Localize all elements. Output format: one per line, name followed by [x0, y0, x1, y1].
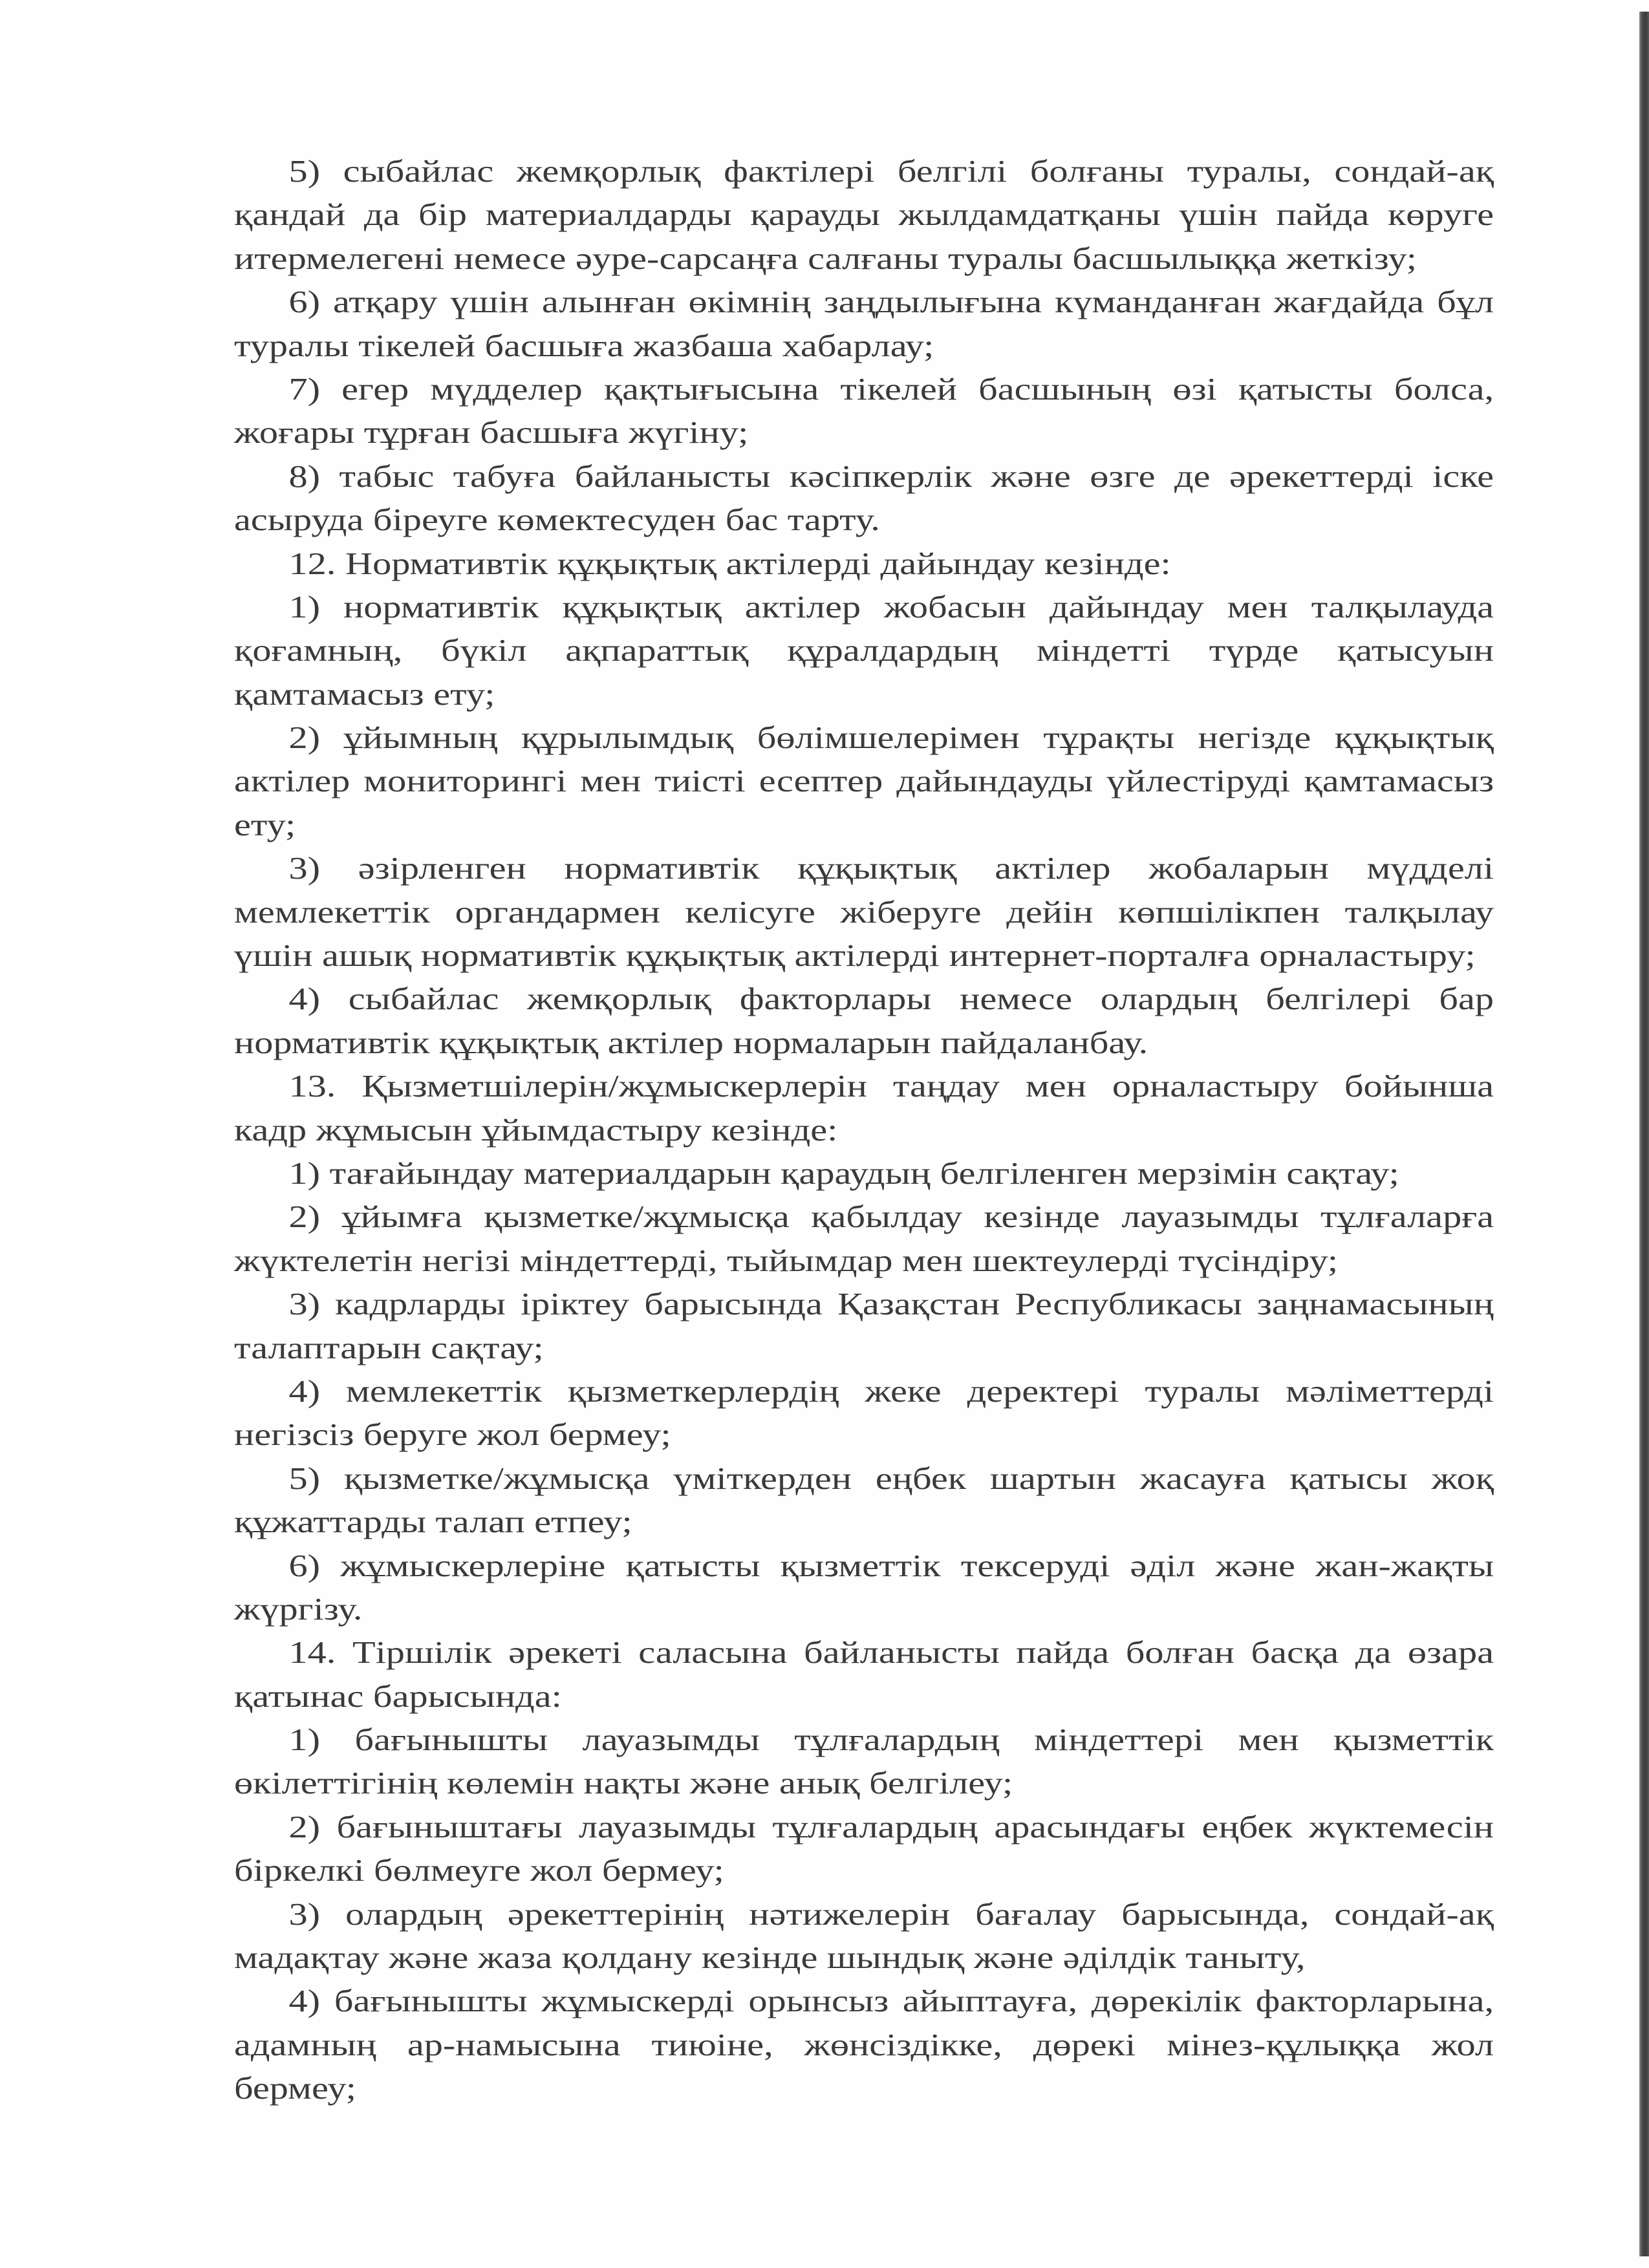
- text-line: 1) тағайындау материалдарын қараудың белгіленген мерзімін сақтау;: [288, 1155, 1399, 1191]
- paragraph: [234, 1369, 1494, 1457]
- text-line: 5) сыбайлас жемқорлық фактілері белгілі болғаны туралы, сондай-ақ: [288, 153, 1494, 189]
- text-line: мемлекеттік органдармен келісуге жіберуге дейін көпшілікпен талқылау: [234, 893, 1494, 930]
- text-line: 2) ұйымға қызметке/жұмысқа қабылдау кезінде лауазымды тұлғаларға: [288, 1199, 1494, 1235]
- paragraph: [234, 280, 1494, 367]
- paragraph: [234, 585, 1494, 716]
- text-line: 5) қызметке/жұмысқа үміткерден еңбек шартын жасауға қатысы жоқ: [288, 1460, 1494, 1496]
- text-line: 4) сыбайлас жемқорлық факторлары немесе олардың белгілері бар: [288, 981, 1494, 1017]
- paragraph: [234, 1282, 1494, 1369]
- text-line: бермеу;: [234, 2070, 356, 2106]
- paragraph: [234, 1631, 1494, 1718]
- text-line: 6) жұмыскерлеріне қатысты қызметтік тексеруді әділ және жан-жақты: [288, 1547, 1494, 1583]
- text-line: 8) табыс табуға байланысты кәсіпкерлік және өзге де әрекеттерді іске: [288, 458, 1494, 494]
- text-line: негізсіз беруге жол бермеу;: [234, 1417, 671, 1453]
- paragraph: [234, 149, 1494, 280]
- paragraph: [234, 542, 1494, 585]
- text-line: итермелегені немесе әуре-сарсаңға салғаны туралы басшылыққа жеткізу;: [234, 240, 1417, 276]
- paragraph: [234, 1151, 1494, 1195]
- text-line: жүргізу.: [234, 1590, 363, 1627]
- paragraph: [234, 1064, 1494, 1151]
- text-line: 12. Нормативтік құқықтық актілерді дайындау кезінде:: [288, 545, 1171, 581]
- paragraph: [234, 977, 1494, 1064]
- text-line: жүктелетін негізі міндеттерді, тыйымдар мен шектеулерді түсіндіру;: [234, 1242, 1339, 1278]
- text-line: 14. Тіршілік әрекеті саласына байланысты пайда болған басқа да өзара: [288, 1634, 1494, 1671]
- text-line: қатынас барысында:: [234, 1678, 562, 1714]
- text-line: 1) бағынышты лауазымды тұлғалардың міндеттері мен қызметтік: [288, 1722, 1494, 1758]
- text-line: 13. Қызметшілерін/жұмыскерлерін таңдау мен орналастыру бойынша: [288, 1068, 1494, 1104]
- paragraph: [234, 1544, 1494, 1631]
- text-line: асыруда біреуге көмектесуден бас тарту.: [234, 502, 880, 538]
- paragraph: [234, 1979, 1494, 2110]
- text-line: 1) нормативтік құқықтық актілер жобасын дайындау мен талқылауда: [288, 588, 1494, 625]
- text-line: қоғамның, бүкіл ақпараттық құралдардың міндетті түрде қатысуын: [234, 632, 1494, 669]
- paragraph: [234, 1195, 1494, 1282]
- text-line: 4) мемлекеттік қызметкерлердің жеке деректері туралы мәліметтерді: [288, 1373, 1494, 1409]
- text-line: 3) олардың әрекеттерінің нәтижелерін бағалау барысында, сондай-ақ: [288, 1896, 1494, 1932]
- text-line: өкілеттігінің көлемін нақты және анық белгілеу;: [234, 1765, 1013, 1801]
- text-line: қандай да бір материалдарды қарауды жылдамдатқаны үшін пайда көруге: [234, 197, 1494, 233]
- text-line: актілер мониторингі мен тиісті есептер дайындауды үйлестіруді қамтамасыз: [234, 763, 1494, 799]
- text-line: мадақтау және жаза қолдану кезінде шындық және әділдік таныту,: [234, 1940, 1306, 1976]
- text-line: 3) әзірленген нормативтік құқықтық актілер жобаларын мүдделі: [288, 850, 1494, 886]
- text-line: 7) егер мүдделер қақтығысына тікелей басшының өзі қатысты болса,: [288, 370, 1494, 407]
- text-line: 6) атқару үшін алынған өкімнің заңдылығына күманданған жағдайда бұл: [288, 284, 1494, 320]
- paragraph: [234, 1805, 1494, 1892]
- text-line: 2) ұйымның құрылымдық бөлімшелерімен тұрақты негізде құқықтық: [288, 720, 1494, 756]
- paragraph: [234, 367, 1494, 455]
- text-line: 2) бағыныштағы лауазымды тұлғалардың арасындағы еңбек жүктемесін: [288, 1808, 1494, 1845]
- text-line: кадр жұмысын ұйымдастыру кезінде:: [234, 1111, 838, 1148]
- text-line: біркелкі бөлмеуге жол бермеу;: [234, 1852, 724, 1888]
- text-line: ету;: [234, 806, 296, 842]
- text-line: құжаттарды талап етпеу;: [234, 1504, 632, 1540]
- paragraph: [234, 846, 1494, 977]
- text-line: адамның ар-намысына тиюіне, жөнсіздікке, дөрекі мінез-құлыққа жол: [234, 2026, 1494, 2062]
- scan-edge-shadow: [1639, 12, 1649, 2256]
- text-line: үшін ашық нормативтік құқықтық актілерді интернет-порталға орналастыру;: [234, 937, 1476, 974]
- text-line: 3) кадрларды іріктеу барысында Қазақстан Республикасы заңнамасының: [288, 1286, 1494, 1322]
- text-line: 4) бағынышты жұмыскерді орынсыз айыптауға, дөрекілік факторларына,: [288, 1983, 1494, 2019]
- text-line: туралы тікелей басшыға жазбаша хабарлау;: [234, 327, 934, 363]
- paragraph: [234, 1892, 1494, 1980]
- text-line: талаптарын сақтау;: [234, 1329, 544, 1365]
- paragraph: [234, 1457, 1494, 1544]
- text-line: қамтамасыз ету;: [234, 676, 495, 712]
- paragraph: [234, 455, 1494, 542]
- text-line: жоғары тұрған басшыға жүгіну;: [234, 414, 749, 451]
- paragraph: [234, 1718, 1494, 1805]
- paragraph: [234, 716, 1494, 846]
- document-body: [234, 149, 1494, 2110]
- text-line: нормативтік құқықтық актілер нормаларын пайдаланбау.: [234, 1024, 1148, 1060]
